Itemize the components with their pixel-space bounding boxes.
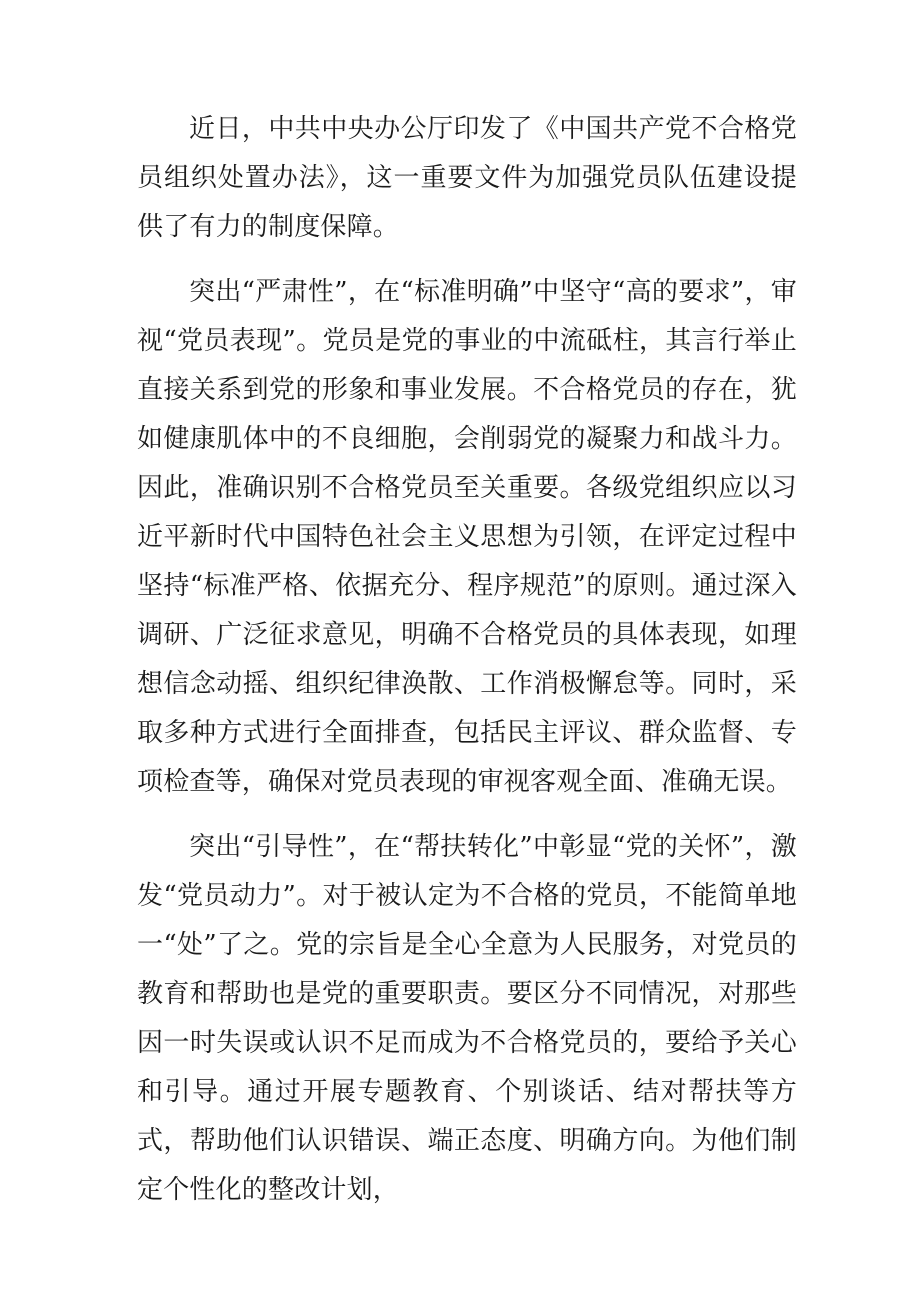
- paragraph-guidance: 突出“引导性”，在“帮扶转化”中彰显“党的关怀”，激发“党员动力”。对于被认定为不合格的党员，不能简单地一“处”了之。党的宗旨是全心全意为人民服务，对党员的教育和帮助也是党的重要职责。要区分不同情况，对那些因一时失误或认识不足而成为不合格党员的，要给予关心和引导。通过开展专题教育、个别谈话、结对帮扶等方式，帮助他们认识错误、端正态度、明确方向。为他们制定个性化的整改计划，: [137, 832, 797, 1205]
- paragraph-seriousness: 突出“严肃性”，在“标准明确”中坚守“高的要求”，审视“党员表现”。党员是党的事业的中流砥柱，其言行举止直接关系到党的形象和事业发展。不合格党员的存在，犹如健康肌体中的不良细胞，会削弱党的凝聚力和战斗力。因此，准确识别不合格党员至关重要。各级党组织应以习近平新时代中国特色社会主义思想为引领，在评定过程中坚持“标准严格、依据充分、程序规范”的原则。通过深入调研、广泛征求意见，明确不合格党员的具体表现，如理想信念动摇、组织纪律涣散、工作消极懈怠等。同时，采取多种方式进行全面排查，包括民主评议、群众监督、专项检查等，确保对党员表现的审视客观全面、准确无误。: [137, 277, 797, 797]
- document-body: [137, 105, 797, 1231]
- paragraph-intro: 近日，中共中央办公厅印发了《中国共产党不合格党员组织处置办法》，这一重要文件为加强党员队伍建设提供了有力的制度保障。: [137, 114, 797, 242]
